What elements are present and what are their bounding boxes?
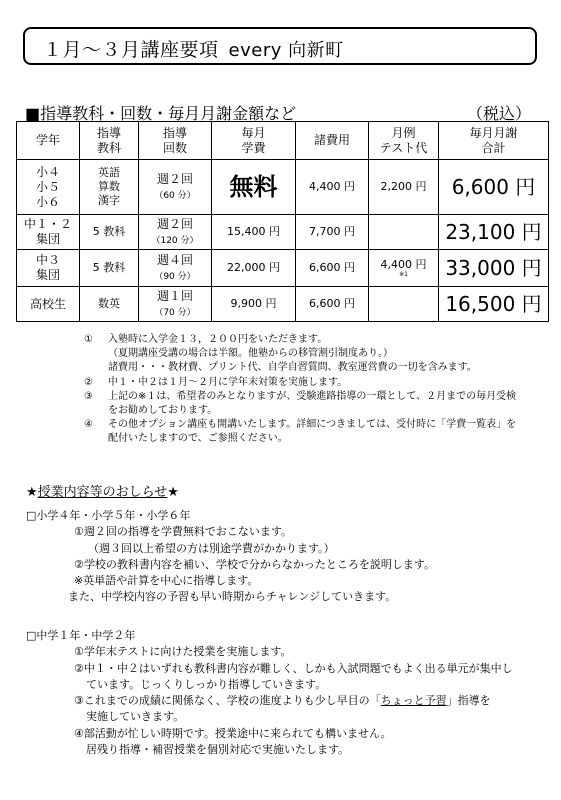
section-heading: ■指導教科・回数・毎月月謝金額など	[25, 104, 297, 123]
subject-cell: 英語 算数 漢字	[80, 160, 139, 215]
tuition-cell: 無料	[212, 160, 296, 215]
list-item: ①学年末テストに向けた授業を実施します。	[74, 645, 292, 659]
table-row	[17, 215, 549, 250]
tuition-cell: 15,400 円	[212, 215, 296, 250]
times-cell: 週２回 （60 分）	[139, 160, 212, 215]
elementary-section	[26, 508, 435, 606]
list-item: ②学校の教科書内容を補い、学校で分からなかったところを説明します。	[74, 557, 435, 571]
col-header-fees: 諸費用	[296, 122, 369, 160]
table-header-row	[17, 122, 549, 160]
list-item: ④部活動が忙しい時期です。授業途中に来られても構いません。	[74, 726, 392, 740]
times-cell: 週２回 （120 分）	[139, 215, 212, 250]
tuition-cell: 9,900 円	[212, 287, 296, 322]
star-icon: ★	[167, 485, 179, 500]
tax-label: （税込）	[466, 104, 531, 123]
fees-cell: 7,700 円	[296, 215, 369, 250]
notes-list	[84, 333, 516, 447]
elementary-heading: □小学４年・小学５年・小学６年	[26, 509, 191, 522]
test-cell	[369, 287, 439, 322]
total-cell: 33,000 円	[439, 250, 549, 287]
grade-cell: 小４ 小５ 小６	[17, 160, 80, 215]
fees-cell: 6,600 円	[296, 250, 369, 287]
table-row	[17, 160, 549, 215]
table-row	[17, 250, 549, 287]
fee-table	[16, 121, 549, 322]
list-item: ②中１・中２はいずれも教科書内容が難しく、しかも入試問題でもよく出る単元が集中し	[74, 661, 513, 675]
note-item: ② 中１・中２は１月～２月に学年末対策を実施します。	[84, 376, 348, 388]
col-header-times: 指導 回数	[139, 122, 212, 160]
grade-cell: 中１・２ 集団	[17, 215, 80, 250]
test-cell: 4,400 円 ※1	[369, 250, 439, 287]
tuition-cell: 22,000 円	[212, 250, 296, 287]
col-header-total: 毎月月謝 合計	[439, 122, 549, 160]
test-cell	[369, 215, 439, 250]
news-heading: ★授業内容等のおしらせ★	[26, 485, 179, 500]
list-item: ※英単語や計算を中心に指導します。	[74, 574, 259, 588]
test-cell: 2,200 円	[369, 160, 439, 215]
list-item: 実施していきます。	[86, 710, 185, 724]
list-item: ①週２回の指導を学費無料でおこないます。	[74, 525, 292, 539]
times-cell: 週４回 （90 分）	[139, 250, 212, 287]
brand-name: every 向新町	[228, 40, 344, 61]
test-note: ※1	[399, 270, 408, 278]
title-box	[23, 27, 537, 65]
list-item: （週３回以上希望の方は別途学費がかかります。）	[88, 541, 335, 555]
note-item: ① 入塾時に入学金１３，２００円をいただきます。 （夏期講座受講の場合は半額。他塾からの移管割引制度あり。） 諸費用・・・教材費、プリント代、自学自習質問、教室運営費の一切を含みます。	[84, 334, 477, 374]
grade-cell: 高校生	[17, 287, 80, 322]
col-header-subject: 指導 教科	[80, 122, 139, 160]
total-cell: 6,600 円	[439, 160, 549, 215]
subject-cell: 数英	[80, 287, 139, 322]
list-item: また、中学校内容の予習も早い時期からチャレンジしていきます。	[68, 590, 397, 604]
subject-cell: 5 教科	[80, 250, 139, 287]
star-icon: ★	[26, 485, 38, 500]
total-cell: 16,500 円	[439, 287, 549, 322]
note-item: ③ 上記の※１は、希望者のみとなりますが、受験進路指導の一環として、２月までの毎月受検 をお勧めしております。	[84, 390, 517, 416]
page-title	[43, 35, 344, 62]
title-main: １月～３月講座要項	[43, 39, 219, 61]
list-item: 居残り指導・補習授業を個別対応で実施いたします。	[86, 742, 350, 756]
col-header-tuition: 毎月 学費	[212, 122, 296, 160]
table-row	[17, 287, 549, 322]
col-header-test: 月例 テスト代	[369, 122, 439, 160]
junior-section	[26, 628, 513, 758]
note-item: ④ その他オプション講座も開講いたします。詳細につきましては、受付時に「学費一覧表」を 配付いたしますので、ご参照ください。	[84, 419, 517, 445]
grade-cell: 中３ 集団	[17, 250, 80, 287]
fees-cell: 6,600 円	[296, 287, 369, 322]
list-item: ③これまでの成績に関係なく、学校の進度よりも少し早目の「ちょっと予習」指導を	[74, 694, 491, 708]
junior-heading: □中学１年・中学２年	[26, 629, 136, 642]
col-header-grade: 学年	[17, 122, 80, 160]
times-cell: 週１回 （70 分）	[139, 287, 212, 322]
list-item: ています。じっくりしっかり指導していきます。	[86, 677, 327, 691]
total-cell: 23,100 円	[439, 215, 549, 250]
subject-cell: 5 教科	[80, 215, 139, 250]
fees-cell: 4,400 円	[296, 160, 369, 215]
